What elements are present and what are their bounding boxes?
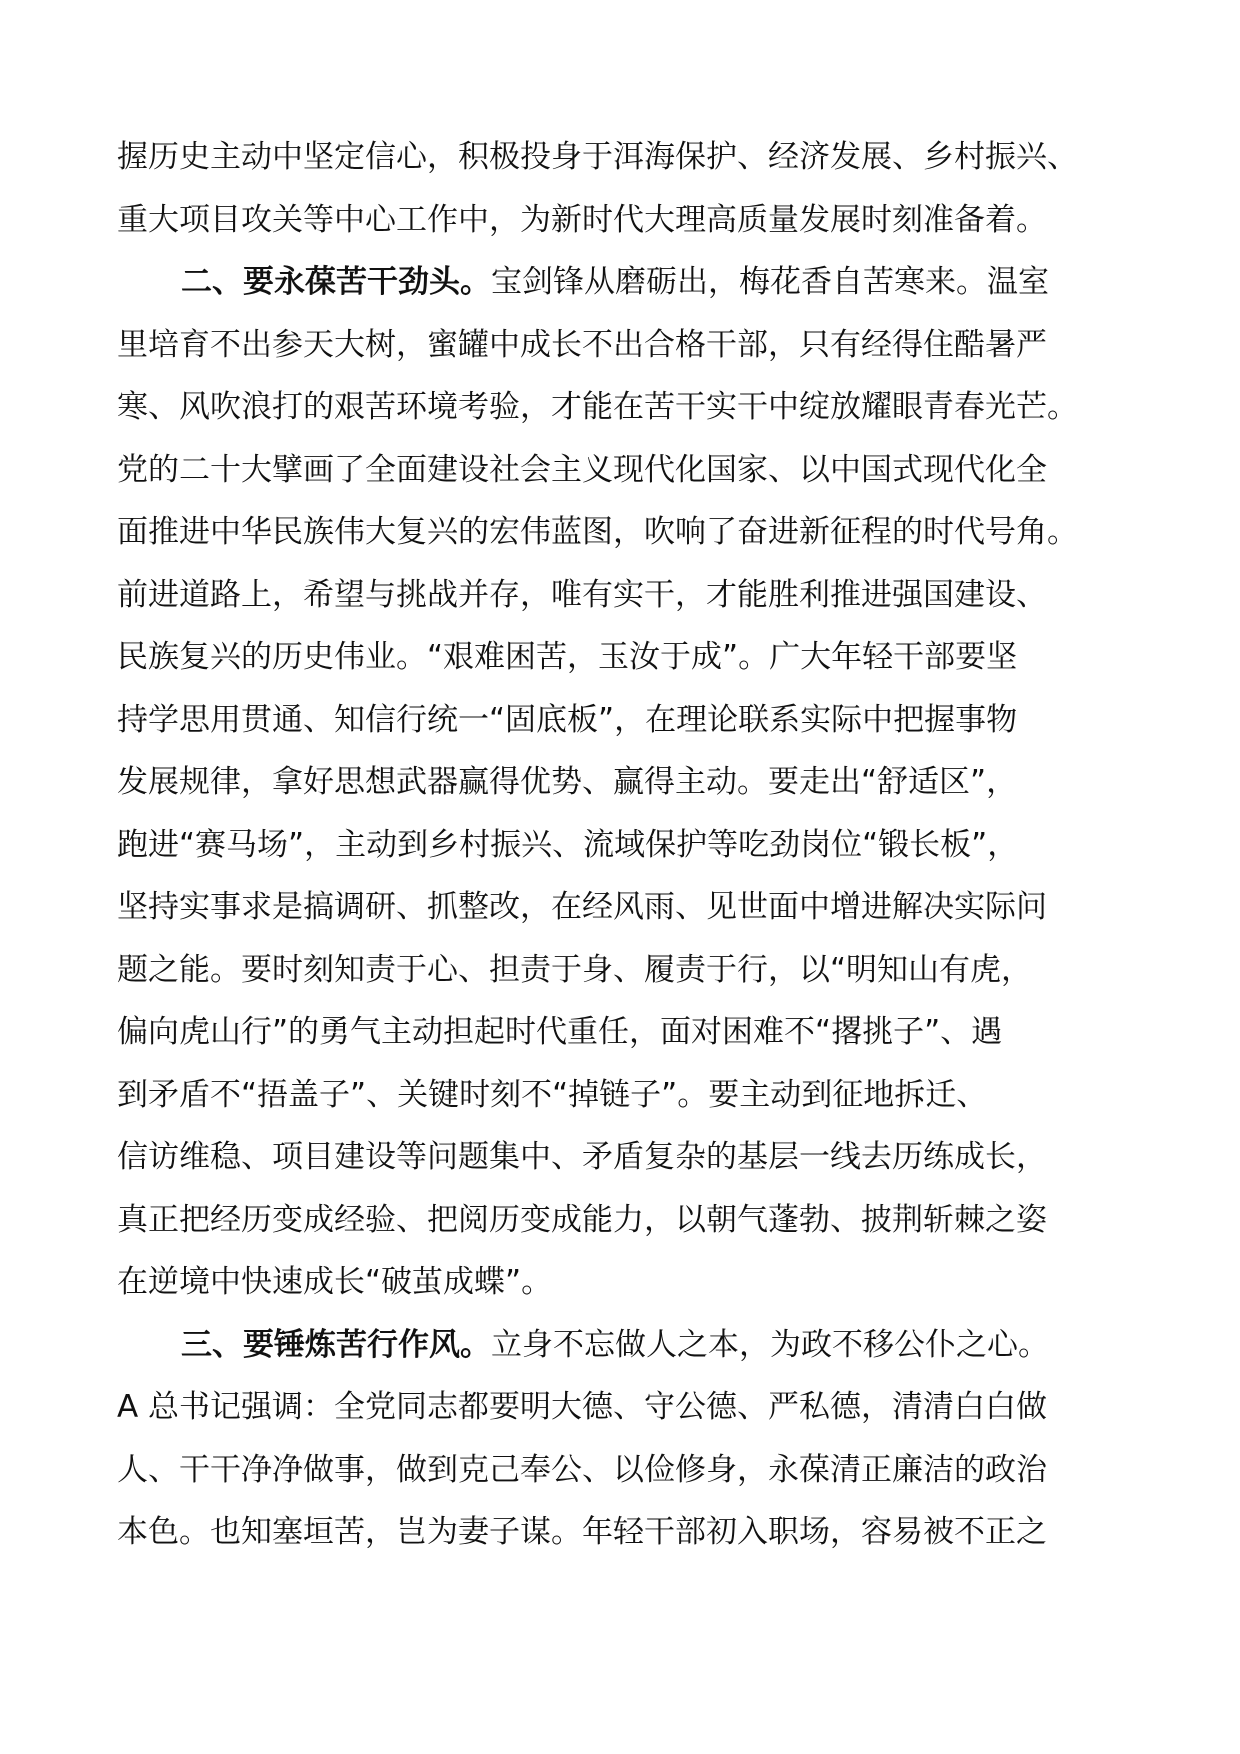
paragraph-first-line	[117, 1314, 1137, 1377]
text-line: 在逆境中快速成长“破茧成蝶”。	[117, 1264, 553, 1300]
text-run: 立身不忘做人之本，为政不移公仆之心。	[491, 1326, 1049, 1363]
text-line: 本色。也知塞垣苦，岂为妻子谋。年轻干部初入职场，容易被不正之	[117, 1514, 1047, 1550]
document-body	[117, 126, 1137, 1564]
paragraph-first-line	[117, 251, 1137, 314]
text-line: 发展规律，拿好思想武器赢得优势、赢得主动。要走出“舒适区”，	[117, 764, 1018, 800]
text-line: 持学思用贯通、知信行统一“固底板”，在理论联系实际中把握事物	[117, 701, 1018, 738]
text-line: 重大项目攻关等中心工作中，为新时代大理高质量发展时刻准备着。	[117, 201, 1047, 238]
text-line: 民族复兴的历史伟业。“艰难困苦，玉汝于成”。广大年轻干部要坚	[117, 639, 1018, 675]
text-line: 信访维稳、项目建设等问题集中、矛盾复杂的基层一线去历练成长，	[117, 1139, 1047, 1175]
text-line: 里培育不出参天大树，蜜罐中成长不出合格干部，只有经得住酷暑严	[117, 326, 1047, 363]
text-line: 跑进“赛马场”，主动到乡村振兴、流域保护等吃劲岗位“锻长板”，	[117, 826, 1019, 863]
text-line: 到矛盾不“捂盖子”、关键时刻不“掉链子”。要主动到征地拆迁、	[117, 1076, 988, 1113]
text-line: 偏向虎山行”的勇气主动担起时代重任，面对困难不“撂挑子”、遇	[117, 1014, 1003, 1050]
text-line: 真正把经历变成经验、把阅历变成能力，以朝气蓬勃、披荆斩棘之姿	[117, 1201, 1047, 1238]
text-line: 人、干干净净做事，做到克己奉公、以俭修身，永葆清正廉洁的政治	[117, 1451, 1047, 1488]
text-line: 寒、风吹浪打的艰苦环境考验，才能在苦干实干中绽放耀眼青春光芒。	[117, 389, 1078, 425]
text-run: 宝剑锋从磨砺出，梅花香自苦寒来。温室	[491, 264, 1049, 300]
text-line: 坚持实事求是搞调研、抓整改，在经风雨、见世面中增进解决实际问	[117, 889, 1047, 925]
section-heading: 三、要锤炼苦行作风。	[181, 1326, 491, 1363]
text-line: 握历史主动中坚定信心，积极投身于洱海保护、经济发展、乡村振兴、	[117, 139, 1078, 175]
section-heading: 二、要永葆苦干劲头。	[181, 264, 491, 300]
text-line: 前进道路上，希望与挑战并存，唯有实干，才能胜利推进强国建设、	[117, 576, 1047, 613]
text-line: 党的二十大擘画了全面建设社会主义现代化国家、以中国式现代化全	[117, 451, 1047, 488]
text-line: 面推进中华民族伟大复兴的宏伟蓝图，吹响了奋进新征程的时代号角。	[117, 514, 1078, 550]
text-line: A 总书记强调：全党同志都要明大德、守公德、严私德，清清白白做	[117, 1389, 1048, 1425]
text-line: 题之能。要时刻知责于心、担责于身、履责于行，以“明知山有虎，	[117, 951, 1033, 988]
